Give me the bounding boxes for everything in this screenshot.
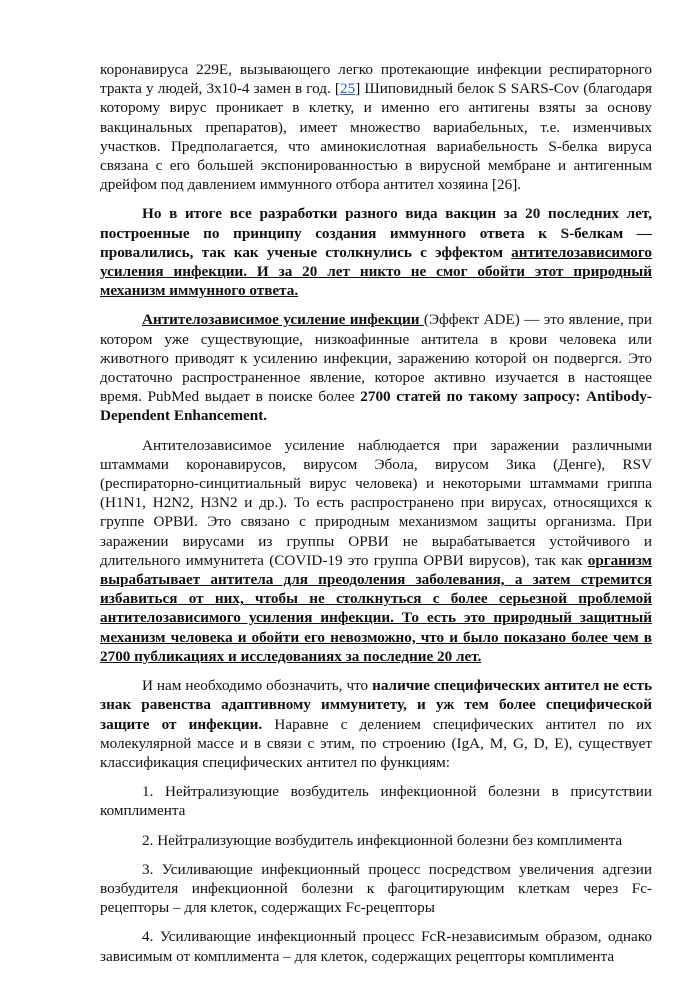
- underlined-bold-text: антителозависимого усиления инфекции. И за 20 лет никто не смог обойти этот природный механизм иммунного ответа.: [100, 243, 652, 300]
- paragraph-text: (Эффект ADE) — это явление, при котором уже существующие, низкоафинные антитела в крови человека или животного приводят к усилению инфекции, заражению которой он подвергся. Это достаточно распространенное явление, которое активно изучается в настоящее время. PubMed выдает в поиске более: [100, 311, 652, 406]
- bold-text: наличие специфических антител не есть знак равенства адаптивному иммунитету, и уж тем более специфической защите от инфекции.: [100, 677, 652, 733]
- paragraph-text: Антителозависимое усиление наблюдается при заражении различными штаммами коронавирусов, вирусом Эбола, вирусом Зика (Денге), RSV (респираторно-синцитиальный вирус человека) и некоторыми штаммами гриппа (H1N1, H2N2, H3N2 и др.). То есть распространено при вирусах, относящихся к группе ОРВИ. Это связано с природным механизмом защиты организма. При заражении вирусами из группы ОРВИ не вырабатывается устойчивого и длительного иммунитета (COVID-19 это группа ОРВИ вирусов), так как: [100, 436, 652, 569]
- paragraph-coronavirus-variability: [100, 60, 652, 194]
- list-item: 4. Усиливающие инфекционный процесс FcR-независимым образом, однако зависимым от комплимента – для клеток, содержащих рецепторы комплимента: [100, 928, 652, 965]
- bold-text: Но в итоге все разработки разного вида вакцин за 20 последних лет, построенные по принципу создания иммунного ответа к S-белкам — провалились, так как ученые столкнулись с эффектом: [100, 205, 652, 261]
- list-item: 3. Усиливающие инфекционный процесс посредством увеличения адгезии возбудителя инфекционной болезни к фагоцитирующим клеткам через Fc-рецепторы – для клеток, содержащих Fc-рецепторы: [100, 860, 652, 917]
- ade-term-heading: Антителозависимое усиление инфекции: [142, 311, 424, 329]
- paragraph-ade-definition: [100, 310, 652, 425]
- document-page: [100, 60, 652, 966]
- paragraph-vaccine-failure: [100, 204, 652, 300]
- paragraph-antibody-classification: [100, 676, 652, 772]
- bold-text: 2700 статей по такому запросу: Antibody-Dependent Enhancement.: [100, 388, 652, 425]
- list-item: 2. Нейтрализующие возбудитель инфекционной болезни без комплимента: [142, 831, 623, 849]
- list-item: 1. Нейтрализующие возбудитель инфекционной болезни в присутствии комплимента: [100, 783, 652, 820]
- paragraph-text: И нам необходимо обозначить, что: [142, 677, 373, 695]
- underlined-bold-text: организм вырабатывает антитела для преодоления заболевания, а затем стремится избавиться от них, чтобы не столкнуться с более серьезной проблемой антителозависимого усиления инфекции. То есть это природный защитный механизм человека и обойти его невозможно, что и было показано более чем в 2700 публикациях и исследованиях за последние 20 лет.: [100, 551, 652, 665]
- paragraph-ade-viruses: [100, 436, 652, 666]
- paragraph-text: Наравне с делением специфических антител по их молекулярной массе и в связи с этим, по строению (IgA, M, G, D, E), существует классификация специфических антител по функциям:: [100, 715, 653, 771]
- paragraph-text: коронавируса 229E, вызывающего легко протекающие инфекции респираторного тракта у людей, 3x10-4 замен в год. [: [100, 61, 652, 98]
- reference-link-25[interactable]: 25: [340, 80, 356, 98]
- paragraph-text: ] Шиповидный белок S SARS-Cov (благодаря которому вирус проникает в клетку, и именно его антигены взяты за основу вакцинальных препаратов), имеет множество вариабельных, т.е. изменчивых участков. Предполагается, что аминокислотная вариабельность S-белка вируса связана с его большей экспонированностью в вирусной мембране и антигенным дрейфом под давлением иммунного отбора антител хозяина [26].: [100, 80, 652, 194]
